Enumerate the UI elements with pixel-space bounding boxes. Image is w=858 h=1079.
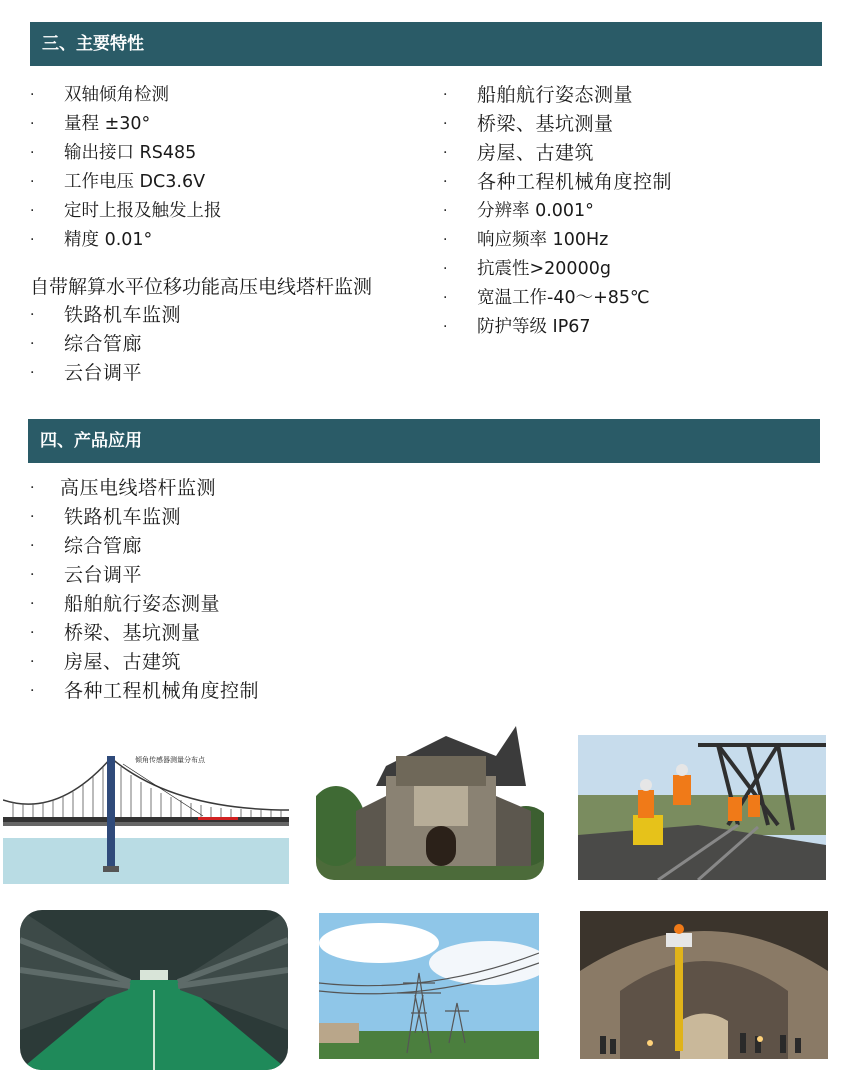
bullet: · <box>443 319 448 335</box>
section-title: 三、主要特性 <box>42 34 144 54</box>
list-item-text: 双轴倾角检测 <box>64 85 169 105</box>
list-item-text: 防护等级 IP67 <box>477 317 591 337</box>
ancient-building-photo <box>316 716 544 880</box>
bullet: · <box>443 116 448 132</box>
list-item-text: 量程 ±30° <box>64 114 151 134</box>
bullet: · <box>30 336 35 352</box>
list-item <box>443 139 823 168</box>
utility-tunnel-photo <box>20 910 288 1070</box>
tunnel-construction-photo <box>580 911 828 1059</box>
list-item-text: 响应频率 100Hz <box>477 230 609 250</box>
bullet: · <box>30 683 35 699</box>
list-item-text: 输出接口 RS485 <box>64 143 197 163</box>
list-item-text: 各种工程机械角度控制 <box>64 680 260 702</box>
list-item-text: 高压电线塔杆监测 <box>60 477 217 499</box>
list-item <box>30 677 530 706</box>
list-item-text: 综合管廊 <box>64 333 143 355</box>
list-item <box>30 197 410 226</box>
list-item <box>30 648 530 677</box>
bullet: · <box>443 145 448 161</box>
list-item <box>30 619 530 648</box>
list-item <box>30 561 530 590</box>
list-item-text: 宽温工作-40～+85℃ <box>477 288 650 308</box>
bullet: · <box>30 596 35 612</box>
bullet: · <box>30 203 35 219</box>
list-item <box>443 284 823 313</box>
list-item <box>30 590 530 619</box>
list-item-text: 船舶航行姿态测量 <box>477 84 634 106</box>
list-item <box>30 503 530 532</box>
section-title: 四、产品应用 <box>40 431 142 451</box>
bullet: · <box>30 480 35 496</box>
list-item <box>443 81 823 110</box>
list-item <box>30 139 410 168</box>
feature-list-left-2 <box>30 301 410 388</box>
bridge-caption: 倾角传感器测量分布点 <box>135 756 205 764</box>
list-item-text: 云台调平 <box>64 564 143 586</box>
section-header-features <box>30 22 822 66</box>
list-item <box>30 110 410 139</box>
list-item <box>30 168 410 197</box>
list-item-text: 云台调平 <box>64 362 143 384</box>
section-header-applications <box>28 419 820 463</box>
feature-list-left <box>30 81 410 255</box>
bullet: · <box>443 174 448 190</box>
list-item-text: 定时上报及触发上报 <box>64 201 222 221</box>
list-item-text: 综合管廊 <box>64 535 143 557</box>
bullet: · <box>443 87 448 103</box>
list-item-text: 桥梁、基坑测量 <box>477 113 614 135</box>
railway-photo <box>578 735 826 880</box>
bullet: · <box>30 145 35 161</box>
feature-list-right-2 <box>443 197 823 342</box>
list-item <box>443 226 823 255</box>
bullet: · <box>30 538 35 554</box>
list-item-text: 分辨率 0.001° <box>477 201 594 221</box>
bullet: · <box>30 567 35 583</box>
list-item <box>30 359 410 388</box>
application-list <box>30 474 530 706</box>
list-item-text: 各种工程机械角度控制 <box>477 171 673 193</box>
list-item <box>443 197 823 226</box>
feature-note: 自带解算水平位移功能高压电线塔杆监测 <box>30 276 373 298</box>
bullet: · <box>443 290 448 306</box>
list-item <box>443 168 823 197</box>
bridge-photo <box>3 738 289 884</box>
bullet: · <box>30 174 35 190</box>
list-item-text: 船舶航行姿态测量 <box>64 593 221 615</box>
bullet: · <box>30 116 35 132</box>
list-item-text: 房屋、古建筑 <box>64 651 182 673</box>
list-item-text: 铁路机车监测 <box>64 506 182 528</box>
bullet: · <box>30 232 35 248</box>
bullet: · <box>443 203 448 219</box>
list-item <box>30 474 530 503</box>
list-item <box>30 226 410 255</box>
bullet: · <box>30 87 35 103</box>
list-item-text: 工作电压 DC3.6V <box>64 172 206 192</box>
bullet: · <box>443 232 448 248</box>
bullet: · <box>30 654 35 670</box>
bullet: · <box>443 261 448 277</box>
feature-list-right <box>443 81 823 197</box>
list-item <box>443 313 823 342</box>
list-item-text: 房屋、古建筑 <box>477 142 595 164</box>
list-item-text: 铁路机车监测 <box>64 304 182 326</box>
bullet: · <box>30 625 35 641</box>
list-item <box>30 330 410 359</box>
list-item-text: 抗震性>20000g <box>477 259 611 279</box>
bullet: · <box>30 365 35 381</box>
list-item-text: 桥梁、基坑测量 <box>64 622 201 644</box>
list-item <box>443 110 823 139</box>
list-item <box>443 255 823 284</box>
bullet: · <box>30 307 35 323</box>
list-item <box>30 81 410 110</box>
list-item <box>30 301 410 330</box>
power-tower-photo <box>319 913 539 1059</box>
bullet: · <box>30 509 35 525</box>
list-item <box>30 532 530 561</box>
list-item-text: 精度 0.01° <box>64 230 153 250</box>
